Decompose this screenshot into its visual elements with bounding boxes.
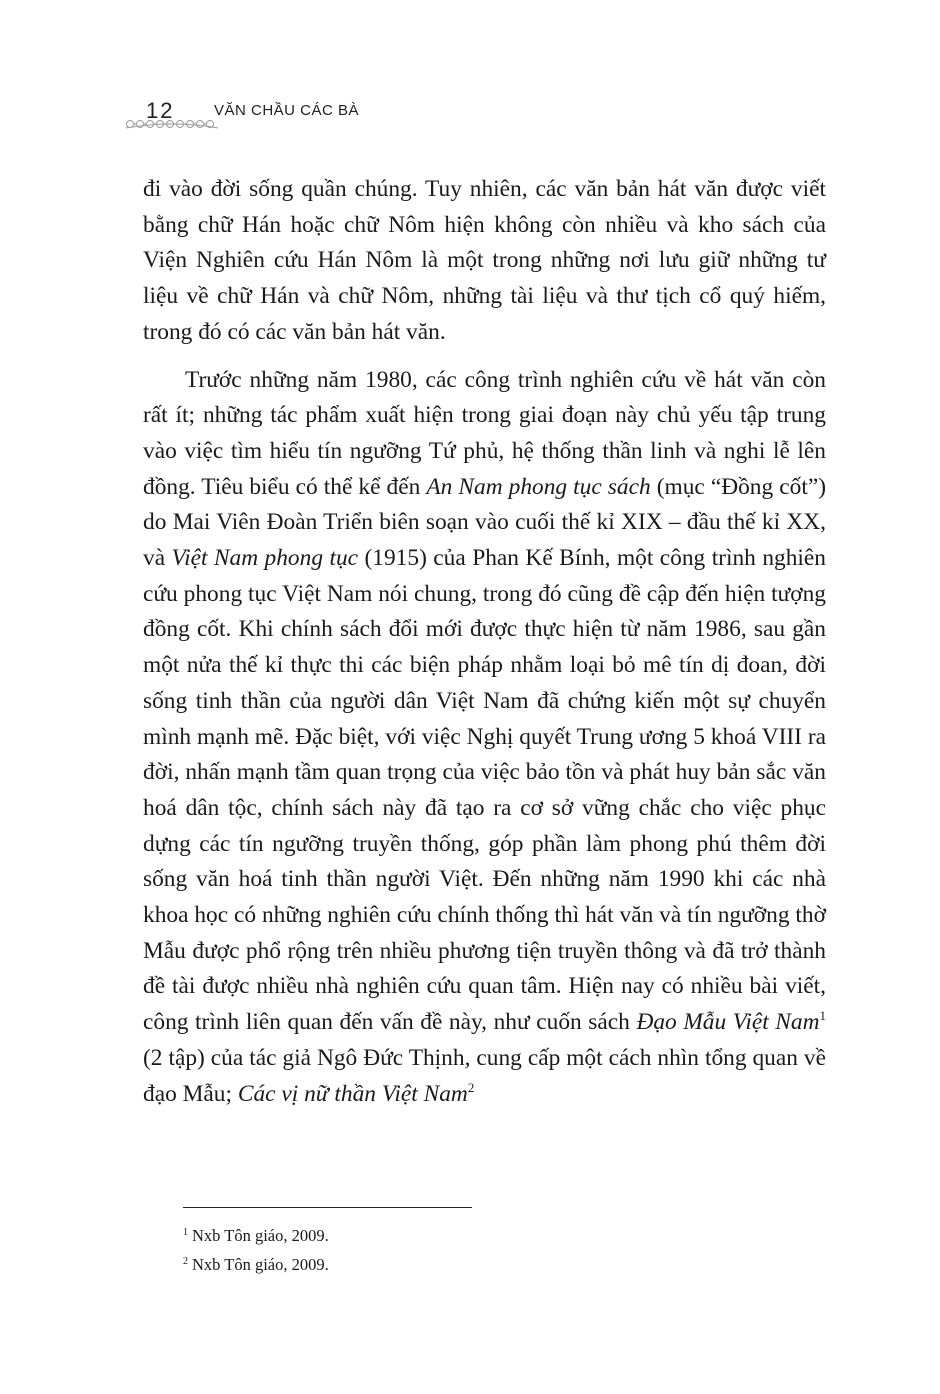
footnote-marker: 2	[467, 1079, 475, 1095]
italic-title: Đạo Mẫu Việt Nam	[636, 1009, 820, 1036]
text-run: Trước những năm 1980, các công trình nghiên cứu về hát văn còn rất ít; những tác phẩm xuất hiện trong giai đoạn này chủ yếu tập trung vào việc tìm hiểu tín ngưỡng Tứ phủ, hệ thống thần linh và nghi lễ lên đồng. Tiêu biểu có thể kể đến	[143, 366, 826, 500]
footnotes	[183, 1221, 823, 1279]
footnote-number: 2	[183, 1256, 188, 1267]
running-title: VĂN CHẦU CÁC BÀ	[214, 102, 360, 119]
text-run: (2 tập) của tác giả Ngô Đức Thịnh, cung cấp một cách nhìn tổng quan về đạo Mẫu;	[143, 1044, 826, 1107]
italic-title: Việt Nam phong tục	[171, 545, 359, 572]
body-text	[143, 172, 826, 1112]
page-number: 12	[146, 98, 175, 123]
footnote-marker: 1	[819, 1008, 826, 1024]
paragraph	[143, 172, 826, 351]
footnote-text: Nxb Tôn giáo, 2009.	[192, 1255, 329, 1274]
footnote-text: Nxb Tôn giáo, 2009.	[192, 1226, 329, 1245]
footnote-separator	[183, 1207, 472, 1208]
text-run: (1915) của Phan Kế Bính, một công trình nghiên cứu phong tục Việt Nam nói chung, trong đó cũng đề cập đến hiện tượng đồng cốt. Khi chính sách đổi mới được thực hiện từ năm 1986, sau gần một nửa thế kỉ thực thi các biện pháp nhằm loại bỏ mê tín dị đoan, đời sống tinh thần của người dân Việt Nam đã chứng kiến một sự chuyển mình mạnh mẽ. Đặc biệt, với việc Nghị quyết Trung ương 5 khoá VIII ra đời, nhấn mạnh tầm quan trọng của việc bảo tồn và phát huy bản sắc văn hoá dân tộc, chính sách này đã tạo ra cơ sở vững chắc cho việc phục dựng các tín ngưỡng truyền thống, góp phần làm phong phú thêm đời sống văn hoá tinh thần người Việt. Đến những năm 1990 khi các nhà khoa học có những nghiên cứu chính thống thì hát văn và tín ngưỡng thờ Mẫu được phổ rộng trên nhiều phương tiện truyền thông và đã trở thành đề tài được nhiều nhà nghiên cứu quan tâm. Hiện nay có nhiều bài viết, công trình liên quan đến vấn đề này, như cuốn sách	[143, 545, 826, 1036]
footnote	[183, 1250, 823, 1279]
footnote-number: 1	[183, 1227, 188, 1238]
footnote	[183, 1221, 823, 1250]
italic-title: An Nam phong tục sách	[426, 473, 651, 500]
text-run: (mục “Đồng cốt”) do Mai Viên Đoàn Triển biên soạn vào cuối thế kỉ XIX – đầu thế kỉ XX, và	[143, 473, 826, 572]
text-run: đi vào đời sống quần chúng. Tuy nhiên, các văn bản hát văn được viết bằng chữ Hán hoặc chữ Nôm hiện không còn nhiều và kho sách của Viện Nghiên cứu Hán Nôm là một trong những nơi lưu giữ những tư liệu về chữ Hán và chữ Nôm, những tài liệu và thư tịch cổ quý hiếm, trong đó có các văn bản hát văn.	[143, 176, 826, 345]
page-header	[128, 96, 528, 136]
paragraph	[143, 363, 826, 1113]
italic-title: Các vị nữ thần Việt Nam	[237, 1080, 468, 1107]
